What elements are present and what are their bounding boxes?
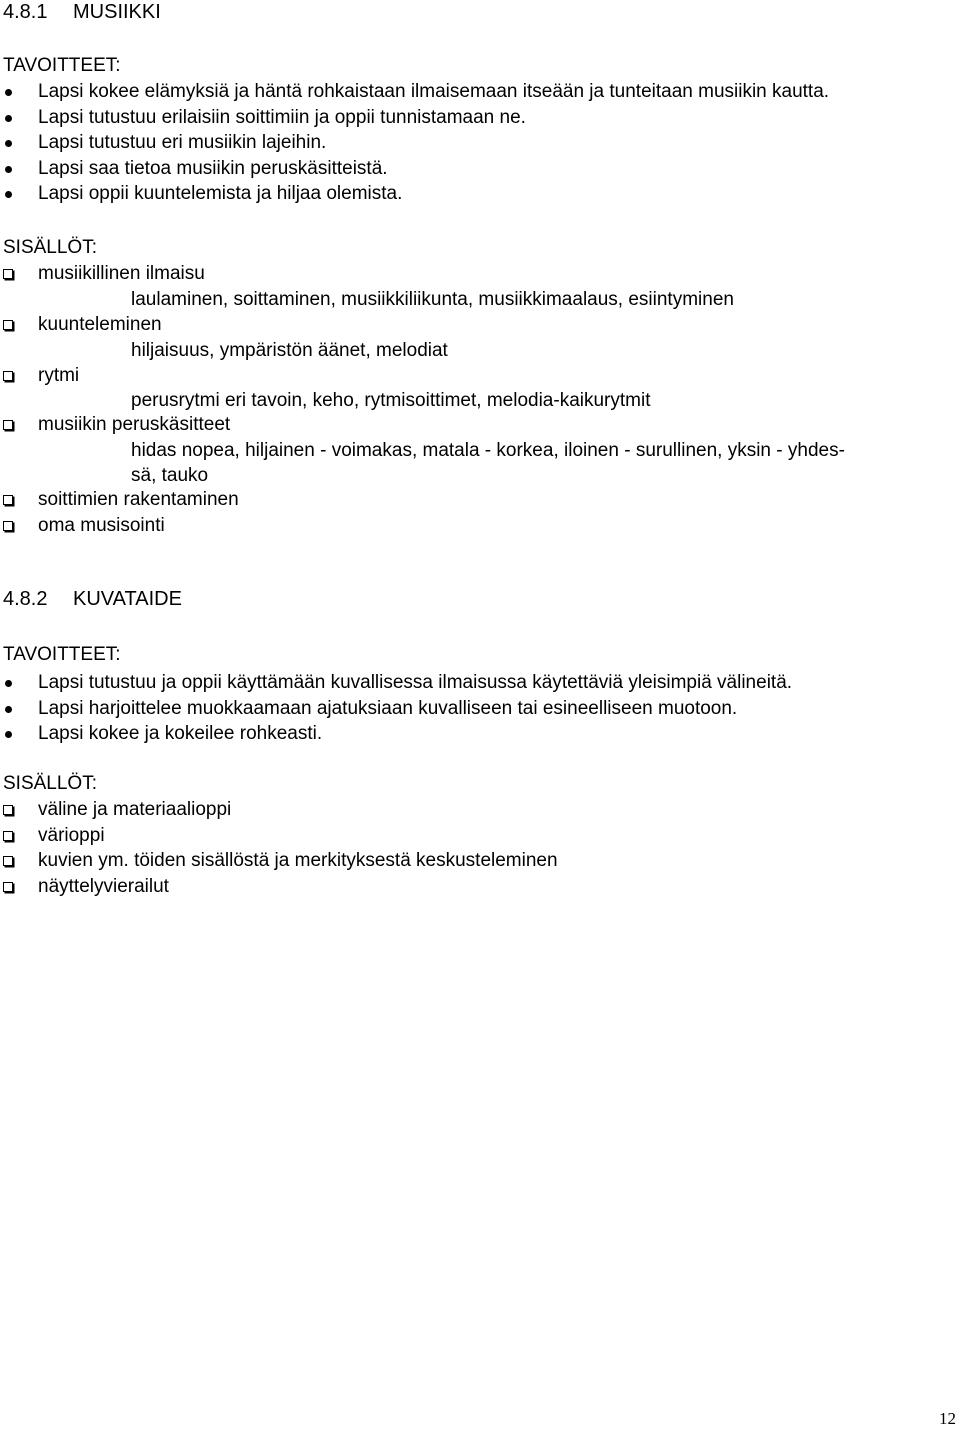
- checkbox-bullet-icon: [3, 320, 13, 330]
- list-item: soittimien rakentaminen: [0, 487, 239, 513]
- contents-list-item: [0, 261, 205, 287]
- content-detail: sä, tauko: [131, 465, 209, 486]
- bullet-dot-icon: [5, 140, 12, 147]
- checkbox-bullet-icon: [3, 882, 13, 892]
- checkbox-bullet-icon: [3, 269, 13, 279]
- list-item: musiikin peruskäsitteet: [0, 412, 230, 438]
- list-item: Lapsi tutustuu erilaisiin soittimiin ja oppii tunnistamaan ne.: [0, 105, 829, 131]
- contents-list-item: [0, 363, 79, 389]
- contents-list-item: [0, 312, 162, 338]
- checkbox-bullet-icon: [3, 495, 13, 505]
- list-item: kuvien ym. töiden sisällöstä ja merkityksestä keskusteleminen: [0, 848, 558, 874]
- contents-list: [0, 487, 239, 538]
- list-item: väline ja materiaalioppi: [0, 797, 558, 823]
- checkbox-bullet-icon: [3, 371, 13, 381]
- goals-label: TAVOITTEET:: [3, 55, 121, 76]
- page-number: 12: [939, 1409, 956, 1428]
- checkbox-bullet-icon: [3, 856, 13, 866]
- list-item: Lapsi oppii kuuntelemista ja hiljaa olemista.: [0, 181, 829, 207]
- content-detail: perusrytmi eri tavoin, keho, rytmisoittimet, melodia-kaikurytmit: [131, 390, 651, 411]
- content-detail: hidas nopea, hiljainen - voimakas, matala - korkea, iloinen - surullinen, yksin - yhdes-: [131, 440, 845, 461]
- section-title: KUVATAIDE: [73, 588, 182, 610]
- bullet-dot-icon: [5, 191, 12, 198]
- bullet-dot-icon: [5, 680, 12, 687]
- bullet-dot-icon: [5, 89, 12, 96]
- list-item: Lapsi harjoittelee muokkaamaan ajatuksiaan kuvalliseen tai esineelliseen muotoon.: [0, 696, 792, 722]
- list-item: Lapsi kokee ja kokeilee rohkeasti.: [0, 721, 792, 747]
- goals-label: TAVOITTEET:: [3, 644, 121, 665]
- list-item: oma musisointi: [0, 513, 239, 539]
- checkbox-bullet-icon: [3, 831, 13, 841]
- section-heading-kuvataide: [3, 587, 182, 611]
- list-item: Lapsi tutustuu ja oppii käyttämään kuvallisessa ilmaisussa käytettäviä yleisimpiä välineitä.: [0, 670, 792, 696]
- list-item: näyttelyvierailut: [0, 874, 558, 900]
- checkbox-bullet-icon: [3, 805, 13, 815]
- section-heading-musiikki: [3, 0, 161, 24]
- checkbox-bullet-icon: [3, 521, 13, 531]
- content-detail: hiljaisuus, ympäristön äänet, melodiat: [131, 340, 448, 361]
- list-item: rytmi: [0, 363, 79, 389]
- list-item: kuunteleminen: [0, 312, 162, 338]
- list-item: musiikillinen ilmaisu: [0, 261, 205, 287]
- section-title: MUSIIKKI: [73, 1, 161, 23]
- list-item: Lapsi kokee elämyksiä ja häntä rohkaistaan ilmaisemaan itseään ja tunteitaan musiikin kautta.: [0, 79, 829, 105]
- checkbox-bullet-icon: [3, 420, 13, 430]
- bullet-dot-icon: [5, 166, 12, 173]
- contents-list-item: [0, 412, 230, 438]
- contents-label: SISÄLLÖT:: [3, 773, 97, 794]
- bullet-dot-icon: [5, 706, 12, 713]
- bullet-dot-icon: [5, 115, 12, 122]
- section-number: 4.8.2: [3, 588, 48, 610]
- goals-list: [0, 670, 792, 747]
- section-number: 4.8.1: [3, 1, 48, 23]
- goals-list: [0, 79, 829, 207]
- list-item: värioppi: [0, 823, 558, 849]
- content-detail: laulaminen, soittaminen, musiikkiliikunta, musiikkimaalaus, esiintyminen: [131, 289, 734, 310]
- bullet-dot-icon: [5, 731, 12, 738]
- contents-label: SISÄLLÖT:: [3, 237, 97, 258]
- list-item: Lapsi tutustuu eri musiikin lajeihin.: [0, 130, 829, 156]
- contents-list: [0, 797, 558, 899]
- list-item: Lapsi saa tietoa musiikin peruskäsitteistä.: [0, 156, 829, 182]
